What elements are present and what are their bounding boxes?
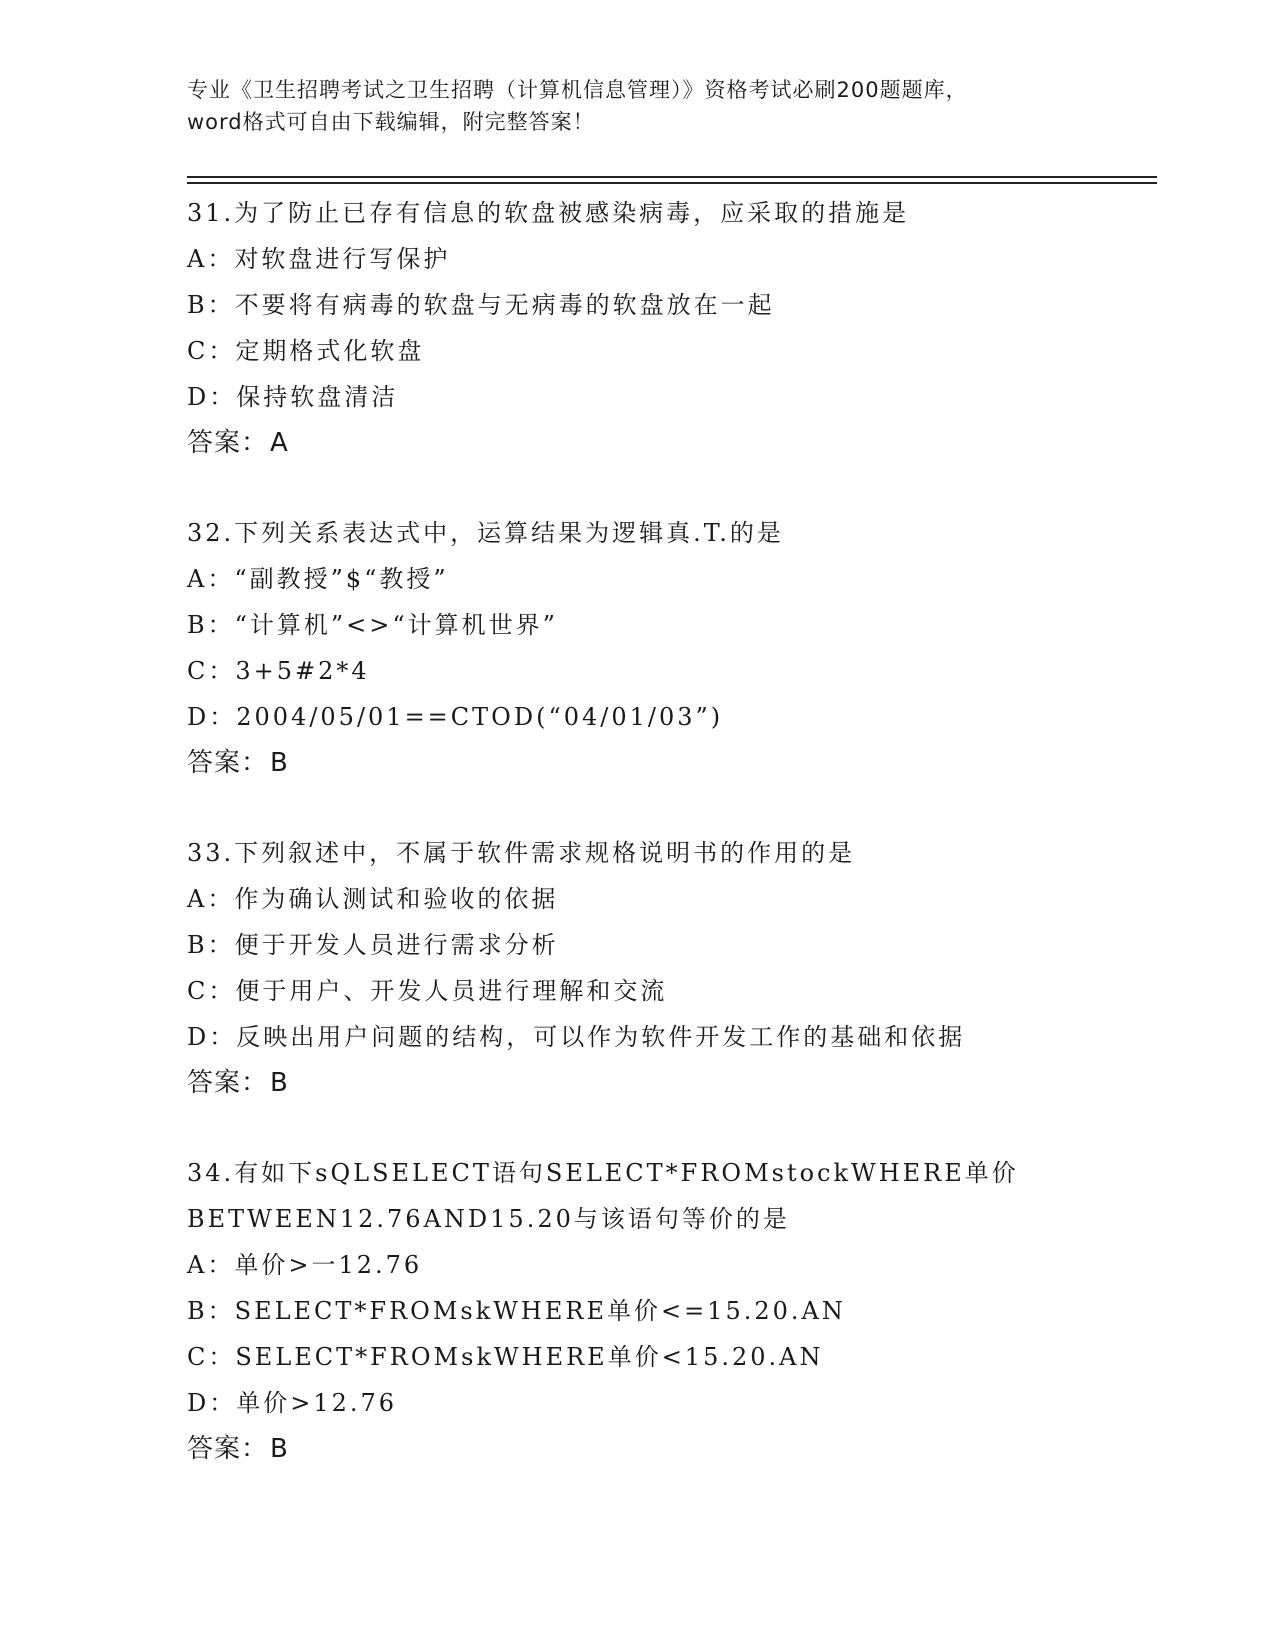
question-stem: 32.下列关系表达式中，运算结果为逻辑真.T.的是 (187, 519, 784, 547)
question-31 (187, 190, 1147, 466)
option-d: D：单价>12.76 (187, 1389, 398, 1417)
answer-label: 答案： (187, 428, 269, 458)
option-b: B：SELECT*FROMskWHERE单价<=15.20.AN (187, 1297, 846, 1325)
answer-value: A (270, 428, 289, 458)
question-33 (187, 830, 1147, 1106)
answer-label: 答案： (187, 748, 269, 778)
option-b: B：“计算机”<>“计算机世界” (187, 611, 558, 639)
answer-line (187, 420, 1147, 466)
document-header (187, 74, 1087, 138)
question-stem: 31.为了防止已存有信息的软盘被感染病毒，应采取的措施是 (187, 199, 910, 227)
option-a: A：“副教授”$“教授” (187, 565, 449, 593)
header-divider-top (187, 176, 1157, 178)
option-c: C：定期格式化软盘 (187, 337, 425, 365)
option-d: D：保持软盘清洁 (187, 383, 399, 411)
option-c: C：3+5#2*4 (187, 657, 370, 685)
option-d: D：2004/05/01==CTOD(“04/01/03”) (187, 703, 724, 731)
option-a: A：单价>一12.76 (187, 1251, 423, 1279)
option-b: B：便于开发人员进行需求分析 (187, 931, 559, 959)
option-a: A：对软盘进行写保护 (187, 245, 451, 273)
answer-line (187, 740, 1147, 786)
header-line-1: 专业《卫生招聘考试之卫生招聘（计算机信息管理）》资格考试必刷200题题库， (187, 78, 968, 102)
answer-label: 答案： (187, 1434, 269, 1464)
option-b: B：不要将有病毒的软盘与无病毒的软盘放在一起 (187, 291, 775, 319)
question-list (187, 190, 1147, 1516)
question-34 (187, 1150, 1147, 1472)
question-stem: 34.有如下sQLSELECT语句SELECT*FROMstockWHERE单价 (187, 1159, 1019, 1187)
answer-label: 答案： (187, 1068, 269, 1098)
answer-value: B (270, 1434, 289, 1464)
option-a: A：作为确认测试和验收的依据 (187, 885, 559, 913)
answer-value: B (270, 1068, 289, 1098)
question-stem-continued: BETWEEN12.76AND15.20与该语句等价的是 (187, 1205, 790, 1233)
question-32 (187, 510, 1147, 786)
header-divider-bottom (187, 182, 1157, 184)
question-stem: 33.下列叙述中，不属于软件需求规格说明书的作用的是 (187, 839, 856, 867)
option-c: C：便于用户、开发人员进行理解和交流 (187, 977, 668, 1005)
answer-line (187, 1060, 1147, 1106)
answer-value: B (270, 748, 289, 778)
option-d: D：反映出用户问题的结构，可以作为软件开发工作的基础和依据 (187, 1023, 966, 1051)
option-c: C：SELECT*FROMskWHERE单价<15.20.AN (187, 1343, 824, 1371)
answer-line (187, 1426, 1147, 1472)
header-line-2: word格式可自由下载编辑，附完整答案！ (187, 110, 595, 134)
